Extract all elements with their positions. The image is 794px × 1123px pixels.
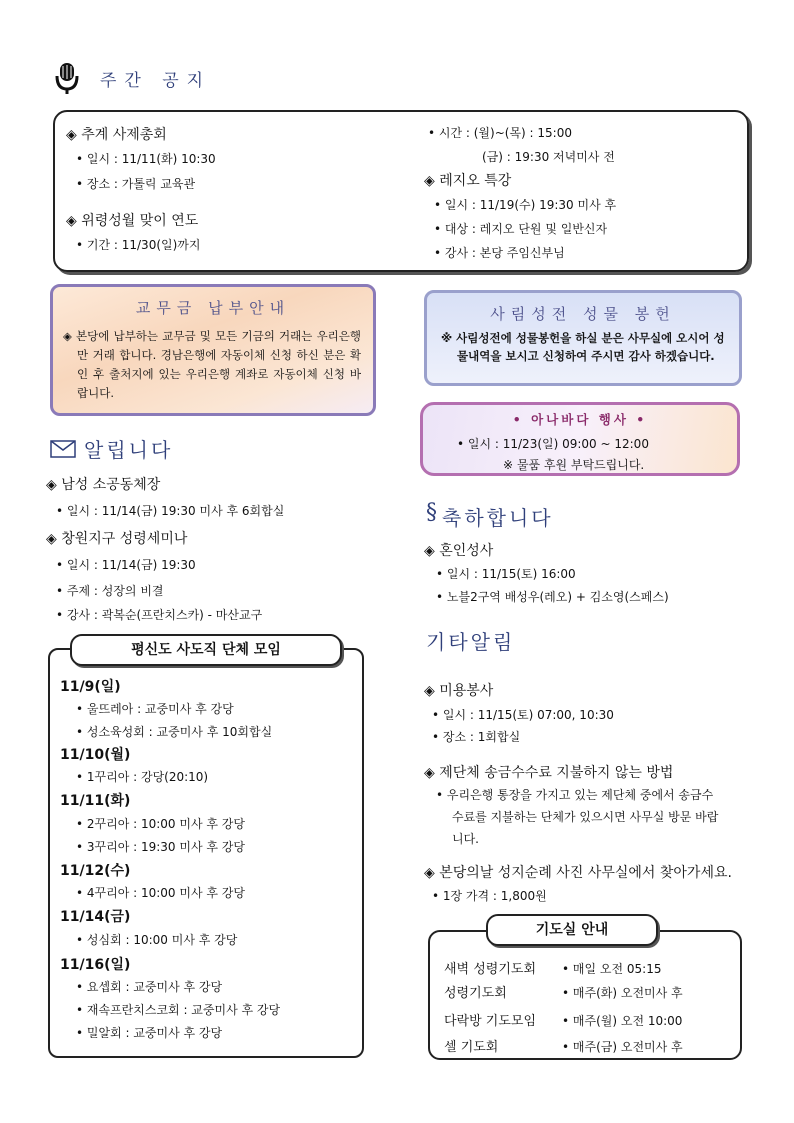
lay-item: • 울뜨레아 : 교중미사 후 강당 [76,702,234,716]
lay-groups-title: 평신도 사도직 단체 모임 [70,634,342,666]
congrats-head: ◈ 혼인성사 [424,543,494,559]
prayer-time: • 매주(월) 오전 10:00 [562,1014,683,1028]
notice-right-item: (금) : 19:30 저녁미사 전 [482,150,615,164]
notice-right-item: • 대상 : 레지오 단원 및 일반신자 [434,222,608,236]
announce-head: ◈ 창원지구 성령세미나 [46,531,188,547]
other-head-1: ◈ 미용봉사 [424,683,494,699]
lay-date: 11/11(화) [60,793,131,809]
gyomugeum-title: 교무금 납부안내 [135,299,291,317]
lay-date: 11/9(일) [60,679,121,695]
prayer-title: 기도실 안내 [486,914,658,946]
lay-item: • 2꾸리아 : 10:00 미사 후 강당 [76,817,245,831]
prayer-name: 셀 기도회 [444,1040,499,1055]
announce-item: • 강사 : 곽복순(프란치스카) - 마산교구 [56,608,263,622]
notice-right-item: • 시간 : (월)~(목) : 15:00 [428,126,572,140]
lay-date: 11/16(일) [60,957,131,973]
notice-left-item: • 장소 : 가톨릭 교육관 [76,177,196,191]
anabada-line2: ※ 물품 후원 부탁드립니다. [503,458,645,472]
congrats-item: • 노블2구역 배성우(레오) + 김소영(스페스) [436,590,669,604]
prayer-time: • 매주(금) 오전미사 후 [562,1040,683,1054]
announce-head: ◈ 남성 소공동체장 [46,477,161,493]
other-head-2: ◈ 제단체 송금수수료 지불하지 않는 방법 [424,765,674,781]
notice-left-item: • 일시 : 11/11(화) 10:30 [76,152,216,166]
lay-item: • 재속프란치스코회 : 교중미사 후 강당 [76,1003,281,1017]
anabada-line1: • 일시 : 11/23(일) 09:00 ~ 12:00 [457,437,649,451]
lay-item: • 성심회 : 10:00 미사 후 강당 [76,933,238,947]
gyomugeum-body: ◈ 본당에 납부하는 교무금 및 모든 기금의 거래는 우리은행만 거래 합니다. 경남은행에 자동이체 신청 하신 분은 확인 후 출처지에 있는 우리은행 계좌로 자동이체 신청 바랍니다. [63,329,361,400]
notice-right-item: • 강사 : 본당 주임신부님 [434,246,565,260]
lay-item: • 4꾸리아 : 10:00 미사 후 강당 [76,886,245,900]
section-sign-icon: § [426,500,437,525]
lay-item: • 1꾸리아 : 강당(20:10) [76,770,209,784]
prayer-name: 새벽 성령기도회 [444,962,537,977]
other-body-line: 수료를 지불하는 단체가 있으시면 사무실 방문 바랍 [452,810,719,824]
sarim-body: ※ 사림성전에 성물봉헌을 하실 분은 사무실에 오시어 성물내역을 보시고 신청하여 주시면 감사 하겠습니다. [441,331,725,363]
congrats-title: 축하합니다 [442,506,554,530]
prayer-time: • 매일 오전 05:15 [562,962,662,976]
sarim-title: 사림성전 성물 봉헌 [490,305,676,323]
announce-item: • 일시 : 11/14(금) 19:30 미사 후 6회합실 [56,504,285,518]
gyomugeum-banner [50,284,376,416]
lay-date: 11/10(월) [60,747,131,763]
sarim-banner [424,290,742,386]
other-body-line: 니다. [452,832,479,846]
other-item: • 일시 : 11/15(토) 07:00, 10:30 [432,708,614,722]
notice-right-head: ◈ 레지오 특강 [424,173,512,189]
other-body-line: • 우리은행 통장을 가지고 있는 제단체 중에서 송금수 [436,788,714,802]
other-head-3: ◈ 본당의날 성지순례 사진 사무실에서 찾아가세요. [424,865,732,881]
announce-item: • 주제 : 성장의 비결 [56,584,164,598]
microphone-icon [54,62,80,96]
announce-item: • 일시 : 11/14(금) 19:30 [56,558,196,572]
notice-left-head-1: ◈ 추계 사제총회 [66,127,167,143]
lay-date: 11/12(수) [60,863,131,879]
lay-item: • 요셉회 : 교중미사 후 강당 [76,980,223,994]
congrats-item: • 일시 : 11/15(토) 16:00 [436,567,576,581]
lay-item: • 밀알회 : 교중미사 후 강당 [76,1026,223,1040]
notice-left-item: • 기간 : 11/30(일)까지 [76,238,201,252]
other-item: • 1장 가격 : 1,800원 [432,889,547,903]
envelope-icon [50,440,76,461]
weekly-notice-title: 주간 공지 [100,71,212,91]
prayer-time: • 매주(화) 오전미사 후 [562,986,683,1000]
anabada-title: • 아나바다 행사 • [512,412,648,427]
other-item: • 장소 : 1회합실 [432,730,521,744]
prayer-name: 성령기도회 [444,986,507,1001]
other-title: 기타알림 [426,630,516,654]
anabada-banner [420,402,740,476]
notice-left-head-2: ◈ 위령성월 맞이 연도 [66,213,199,229]
prayer-name: 다락방 기도모임 [444,1014,537,1029]
notice-right-item: • 일시 : 11/19(수) 19:30 미사 후 [434,198,617,212]
announce-title: 알립니다 [84,438,174,462]
lay-item: • 3꾸리아 : 19:30 미사 후 강당 [76,840,245,854]
lay-date: 11/14(금) [60,909,131,925]
lay-item: • 성소육성회 : 교중미사 후 10회합실 [76,725,273,739]
